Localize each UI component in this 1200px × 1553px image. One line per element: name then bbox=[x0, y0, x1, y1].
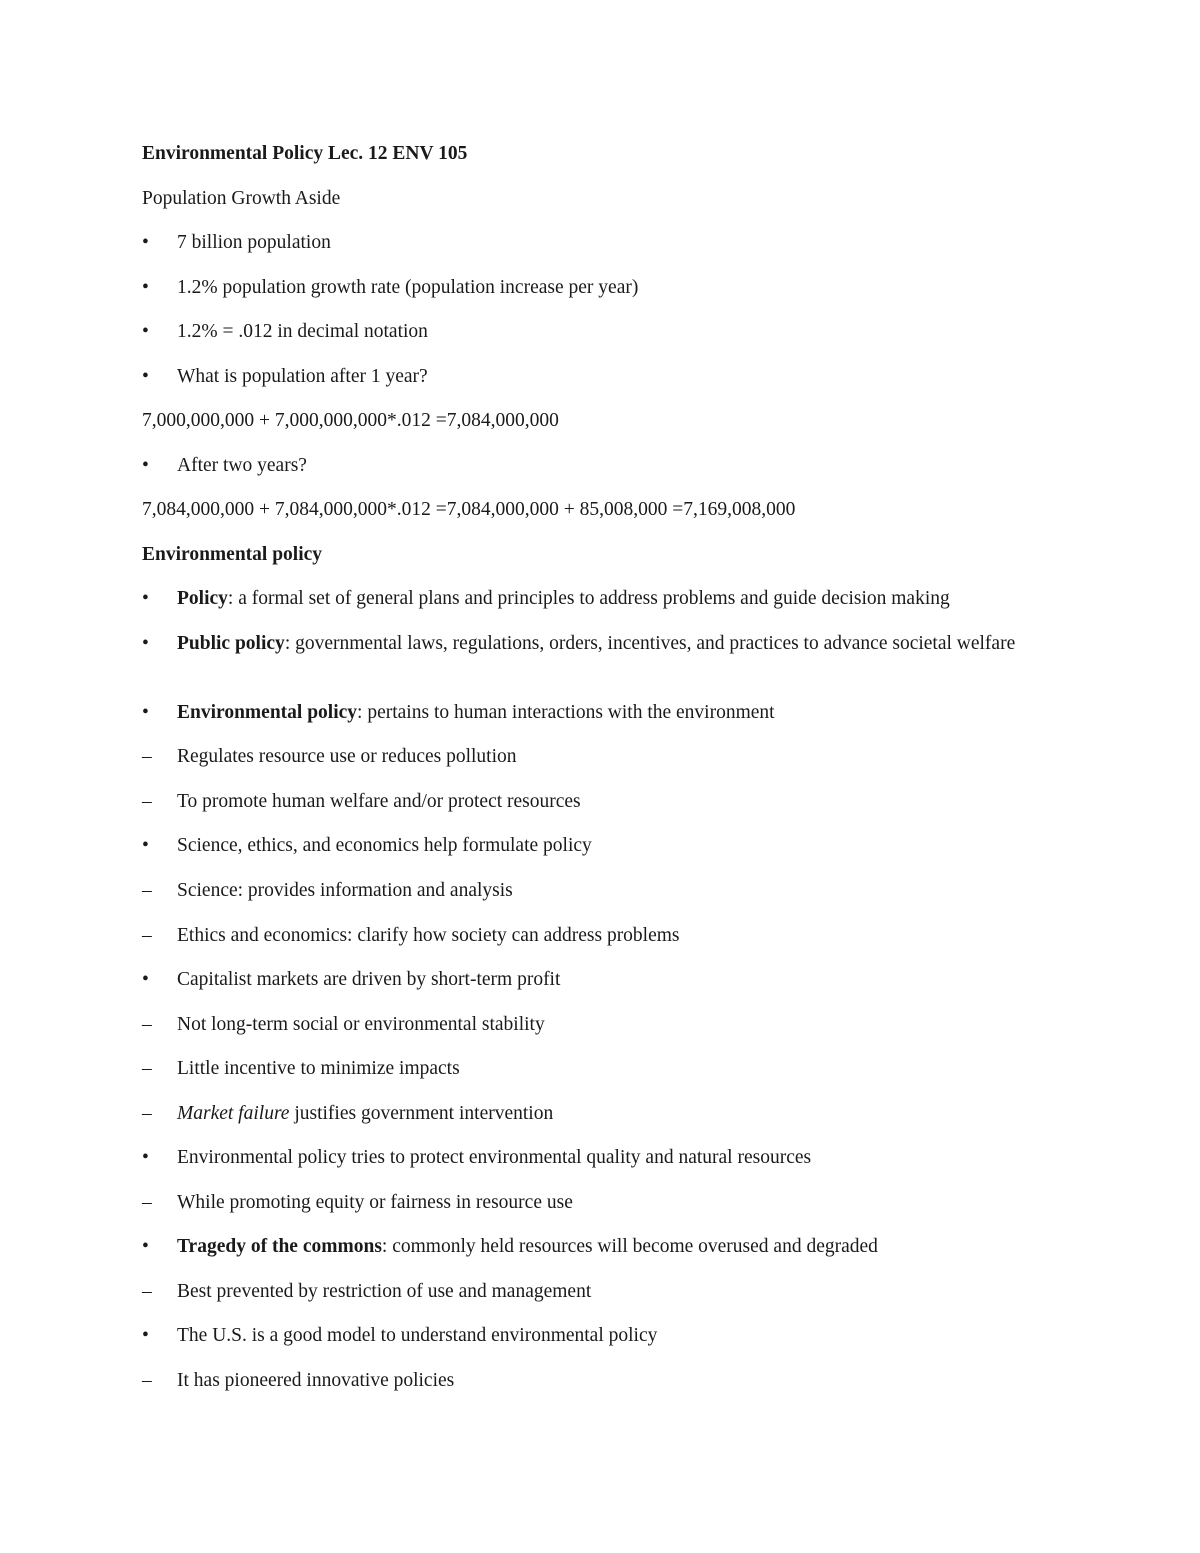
list-item-text: Science, ethics, and economics help formulate policy bbox=[177, 835, 592, 856]
list-item-text: Best prevented by restriction of use and management bbox=[177, 1281, 592, 1302]
list-item-text bbox=[177, 1235, 1057, 1259]
bullet-icon: • bbox=[142, 232, 149, 253]
dash-icon: – bbox=[142, 1058, 152, 1079]
document-title: Environmental Policy Lec. 12 ENV 105 bbox=[142, 143, 468, 164]
list-item-text: After two years? bbox=[177, 455, 307, 476]
bullet-icon: • bbox=[142, 969, 149, 990]
section-heading-env-policy: Environmental policy bbox=[142, 544, 323, 565]
list-item-text: What is population after 1 year? bbox=[177, 366, 428, 387]
term-environmental-policy: Environmental policy bbox=[177, 702, 358, 723]
section-heading-population: Population Growth Aside bbox=[142, 188, 341, 209]
list-item-text: To promote human welfare and/or protect resources bbox=[177, 791, 581, 812]
term-tragedy-of-commons: Tragedy of the commons bbox=[177, 1236, 382, 1257]
term-market-failure: Market failure bbox=[177, 1103, 290, 1124]
dash-icon: – bbox=[142, 746, 152, 767]
definition-policy: : a formal set of general plans and principles to address problems and guide decision making bbox=[227, 588, 950, 609]
list-item-text: Not long-term social or environmental stability bbox=[177, 1014, 545, 1035]
list-item-text: While promoting equity or fairness in resource use bbox=[177, 1192, 573, 1213]
bullet-icon: • bbox=[142, 835, 149, 856]
definition-environmental-policy: : pertains to human interactions with the environment bbox=[357, 702, 775, 723]
term-public-policy: Public policy bbox=[177, 633, 285, 654]
definition-public-policy: : governmental laws, regulations, orders, incentives, and practices to advance societal welfare bbox=[284, 633, 1016, 654]
definition-tragedy-of-commons: : commonly held resources will become overused and degraded bbox=[381, 1236, 878, 1257]
bullet-icon: • bbox=[142, 1147, 149, 1168]
term-policy: Policy bbox=[177, 588, 228, 609]
list-item-text: Capitalist markets are driven by short-term profit bbox=[177, 969, 561, 990]
list-item-text bbox=[177, 1102, 1057, 1126]
bullet-icon: • bbox=[142, 1236, 149, 1257]
list-item-text: 7 billion population bbox=[177, 232, 331, 253]
bullet-icon: • bbox=[142, 455, 149, 476]
dash-icon: – bbox=[142, 791, 152, 812]
calculation-line: 7,084,000,000 + 7,084,000,000*.012 =7,084,000,000 + 85,008,000 =7,169,008,000 bbox=[142, 499, 796, 520]
bullet-icon: • bbox=[142, 321, 149, 342]
document-page bbox=[142, 0, 1062, 1553]
bullet-icon: • bbox=[142, 702, 149, 723]
list-item-text bbox=[177, 701, 1057, 725]
calculation-line: 7,000,000,000 + 7,000,000,000*.012 =7,084,000,000 bbox=[142, 410, 559, 431]
list-item-text: Regulates resource use or reduces pollution bbox=[177, 746, 517, 767]
dash-icon: – bbox=[142, 880, 152, 901]
list-item-text: 1.2% population growth rate (population increase per year) bbox=[177, 277, 639, 298]
list-item-text: Little incentive to minimize impacts bbox=[177, 1058, 460, 1079]
dash-icon: – bbox=[142, 925, 152, 946]
dash-icon: – bbox=[142, 1014, 152, 1035]
list-item-text: It has pioneered innovative policies bbox=[177, 1370, 455, 1391]
dash-icon: – bbox=[142, 1103, 152, 1124]
bullet-icon: • bbox=[142, 588, 149, 609]
dash-icon: – bbox=[142, 1192, 152, 1213]
dash-icon: – bbox=[142, 1370, 152, 1391]
list-item-text: Ethics and economics: clarify how society can address problems bbox=[177, 925, 680, 946]
list-item-text: 1.2% = .012 in decimal notation bbox=[177, 321, 428, 342]
dash-icon: – bbox=[142, 1281, 152, 1302]
bullet-icon: • bbox=[142, 366, 149, 387]
bullet-icon: • bbox=[142, 633, 149, 654]
list-item bbox=[142, 632, 1062, 680]
list-item-text bbox=[177, 587, 1057, 611]
market-failure-text: justifies government intervention bbox=[289, 1103, 554, 1124]
list-item-text: The U.S. is a good model to understand environmental policy bbox=[177, 1325, 658, 1346]
list-item-text bbox=[177, 632, 1057, 656]
list-item-text: Environmental policy tries to protect environmental quality and natural resources bbox=[177, 1147, 812, 1168]
list-item-text: Science: provides information and analysis bbox=[177, 880, 513, 901]
bullet-icon: • bbox=[142, 277, 149, 298]
bullet-icon: • bbox=[142, 1325, 149, 1346]
